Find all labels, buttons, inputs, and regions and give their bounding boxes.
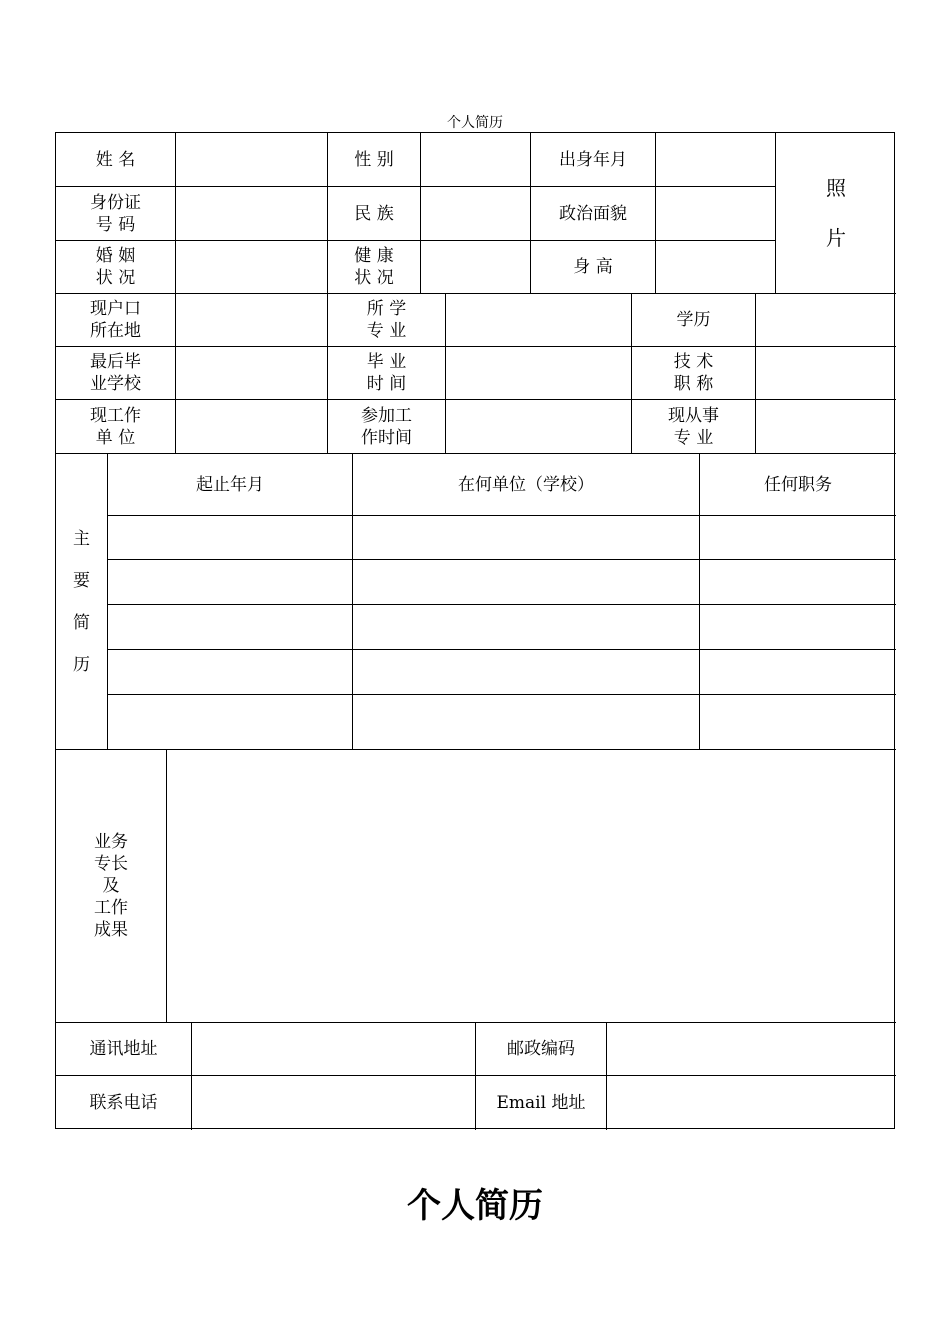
school-label-line2: 业学校 [90,374,141,394]
postcode-field[interactable] [607,1023,896,1075]
birth-field[interactable] [656,133,775,186]
education-label: 学历 [676,310,711,330]
major-label [328,294,445,346]
resume-row-5-unit[interactable] [353,695,699,749]
employer-label-line2: 单 位 [95,427,136,448]
phone-field[interactable] [192,1076,475,1129]
gradtime-label-line2: 时 间 [366,374,407,394]
achievements-label-line3: 及 [102,876,120,896]
form-caption: 个人简历 [447,115,503,131]
resume-row-1-period[interactable] [108,516,352,559]
field-field[interactable] [756,400,896,453]
marriage-label-line1: 婚 姻 [95,246,136,266]
health-label-line1: 健 康 [354,246,394,266]
resume-row-4-unit[interactable] [353,650,699,694]
achievements-label-line2: 专长 [94,854,128,874]
address-label: 通讯地址 [89,1039,158,1059]
major-label-line2: 专 业 [366,321,407,341]
gradtime-label [328,347,445,399]
marriage-label-line2: 状 况 [95,268,136,288]
marriage-label [56,241,175,293]
height-label: 身 高 [573,257,613,277]
photo-label-bottom: 片 [826,226,846,250]
gradtime-field[interactable] [446,347,631,399]
achievements-label-line1: 业务 [94,832,128,852]
email-label: Email 地址 [496,1092,586,1113]
employer-field[interactable] [176,400,327,453]
column-header-unit: 在何单位（学校） [458,474,594,495]
resume-row-2-position[interactable] [700,560,896,604]
marriage-field[interactable] [176,241,327,293]
hukou-label [56,294,175,346]
column-header-position: 任何职务 [764,474,832,495]
hukou-label-line1: 现户口 [90,299,141,319]
id-label-line1: 身份证 [90,192,141,213]
political-field[interactable] [656,187,775,240]
health-label [328,241,420,293]
email-field[interactable] [607,1076,896,1129]
resume-row-4-position[interactable] [700,650,896,694]
photo-box[interactable] [776,133,896,293]
resume-row-3-position[interactable] [700,605,896,649]
resume-row-1-position[interactable] [700,516,896,559]
resume-section-label [56,454,107,749]
resume-row-1-unit[interactable] [353,516,699,559]
resume-row-2-unit[interactable] [353,560,699,604]
id-label-line2: 号 码 [95,214,136,235]
resume-row-5-position[interactable] [700,695,896,749]
height-field[interactable] [656,241,775,293]
employer-label-line1: 现工作 [90,405,141,426]
achievements-label-line4: 工作 [94,898,128,918]
worktime-label-line2: 作时间 [361,427,412,448]
resume-row-2-period[interactable] [108,560,352,604]
title-label-line1: 技 术 [673,352,714,372]
name-label: 姓 名 [95,149,136,170]
resume-row-4-period[interactable] [108,650,352,694]
employer-label [56,400,175,453]
id-field[interactable] [176,187,327,240]
ethnicity-field[interactable] [421,187,530,240]
resume-label-char4: 历 [73,654,90,675]
resume-row-5-period[interactable] [108,695,352,749]
hukou-label-line2: 所在地 [90,321,141,341]
resume-label-char1: 主 [73,528,90,549]
education-field[interactable] [756,294,896,346]
school-label [56,347,175,399]
birth-label: 出身年月 [559,149,627,170]
political-label: 政治面貌 [559,203,627,224]
health-label-line2: 状 况 [354,268,394,288]
resume-label-char3: 简 [73,612,90,633]
field-label [632,400,755,453]
column-header-period: 起止年月 [196,474,264,495]
title-label-line2: 职 称 [673,374,714,394]
gradtime-label-line1: 毕 业 [366,352,407,372]
photo-label-top: 照 [826,176,846,200]
title-label [632,347,755,399]
school-label-line1: 最后毕 [90,352,141,372]
address-field[interactable] [192,1023,475,1075]
id-label [56,187,175,240]
worktime-field[interactable] [446,400,631,453]
title-field[interactable] [756,347,896,399]
postcode-label: 邮政编码 [507,1039,575,1059]
worktime-label [328,400,445,453]
achievements-field[interactable] [167,750,896,1022]
field-label-line1: 现从事 [668,405,719,426]
name-field[interactable] [176,133,327,186]
achievements-label-line5: 成果 [94,920,128,940]
page-title: 个人简历 [407,1186,543,1226]
resume-form [55,132,895,1129]
major-field[interactable] [446,294,631,346]
field-label-line2: 专 业 [673,427,714,448]
gender-label: 性 别 [354,149,394,170]
school-field[interactable] [176,347,327,399]
resume-row-3-period[interactable] [108,605,352,649]
worktime-label-line1: 参加工 [361,405,412,426]
ethnicity-label: 民 族 [354,203,394,224]
resume-row-3-unit[interactable] [353,605,699,649]
achievements-label [56,750,166,1022]
health-field[interactable] [421,241,530,293]
phone-label: 联系电话 [89,1092,158,1113]
major-label-line1: 所 学 [366,299,407,319]
resume-label-char2: 要 [73,570,90,591]
hukou-field[interactable] [176,294,327,346]
gender-field[interactable] [421,133,530,186]
